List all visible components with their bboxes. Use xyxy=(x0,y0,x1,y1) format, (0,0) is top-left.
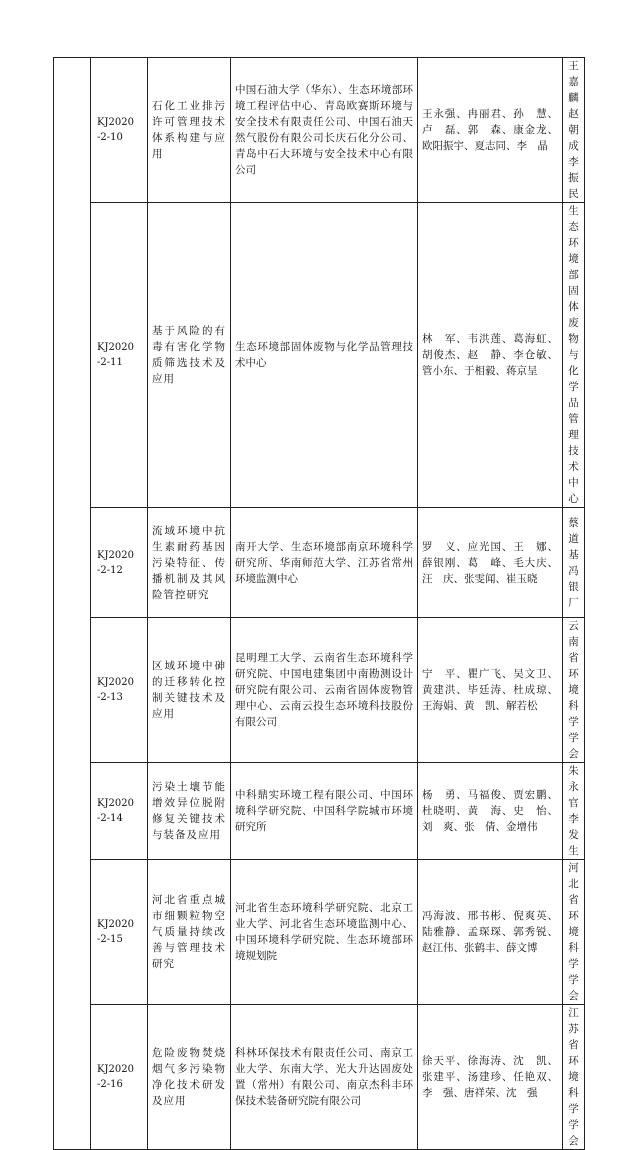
nominator: 河北省环境科学学会 xyxy=(563,860,585,1005)
completing-people: 杨 勇、马福俊、贾宏鹏、杜晓明、黄 海、史 怡、刘 爽、张 倩、金增伟 xyxy=(418,763,563,860)
project-code: KJ2020 -2-14 xyxy=(91,763,148,860)
completing-people: 王永强、冉丽君、孙 慧、卢 磊、郭 森、康金龙、欧阳振宇、夏志同、李 晶 xyxy=(418,58,563,203)
completing-units: 科林环保技术有限责任公司、南京工业大学、东南大学、光大升达固废处置（常州）有限公司、南京杰科丰环保技术装备研究院有限公司 xyxy=(231,1005,418,1150)
nominator: 蔡道基冯银厂 xyxy=(563,508,585,618)
project-code: KJ2020 -2-11 xyxy=(91,203,148,508)
completing-people: 罗 义、应光国、王 娜、薛银刚、葛 峰、毛大庆、汪 庆、张雯闻、崔玉晓 xyxy=(418,508,563,618)
completing-units: 生态环境部固体废物与化学品管理技术中心 xyxy=(231,203,418,508)
completing-people: 徐天平、徐海涛、沈 凯、张建平、汤建珍、任艳双、李 强、唐祥荣、沈 强 xyxy=(418,1005,563,1150)
project-name: 石化工业排污许可管理技术体系构建与应用 xyxy=(148,58,231,203)
table-row xyxy=(54,1005,585,1150)
completing-units: 昆明理工大学、云南省生态环境科学研究院、中国电建集团中南勘测设计研究院有限公司、云南省固体废物管理中心、云南云投生态环境科技股份有限公司 xyxy=(231,618,418,763)
completing-units: 中科鼎实环境工程有限公司、中国环境科学研究院、中国科学院城市环境研究所 xyxy=(231,763,418,860)
nominator: 江苏省环境科学学会 xyxy=(563,1005,585,1150)
project-name: 区域环境中砷的迁移转化控制关键技术及应用 xyxy=(148,618,231,763)
category-cell xyxy=(54,58,91,1150)
project-name: 危险废物焚烧烟气多污染物净化技术研发及应用 xyxy=(148,1005,231,1150)
nominator: 云南省环境科学学会 xyxy=(563,618,585,763)
project-code: KJ2020 -2-16 xyxy=(91,1005,148,1150)
project-code: KJ2020 -2-13 xyxy=(91,618,148,763)
project-code: KJ2020 -2-10 xyxy=(91,58,148,203)
nominator: 王嘉麟赵朝成李振民 xyxy=(563,58,585,203)
nominator: 朱永官李发生 xyxy=(563,763,585,860)
nominator: 生态环境部固体废物与化学品管理技术中心 xyxy=(563,203,585,508)
completing-units: 中国石油大学（华东）、生态环境部环境工程评估中心、青岛欧赛斯环境与安全技术有限责任公司、中国石油天然气股份有限公司长庆石化分公司、青岛中石大环境与安全技术中心有限公司 xyxy=(231,58,418,203)
awards-table xyxy=(53,57,585,1150)
table-row xyxy=(54,58,585,203)
completing-units: 河北省生态环境科学研究院、北京工业大学、河北省生态环境监测中心、中国环境科学研究院、生态环境部环境规划院 xyxy=(231,860,418,1005)
project-name: 流域环境中抗生素耐药基因污染特征、传播机制及其风险管控研究 xyxy=(148,508,231,618)
table-row xyxy=(54,618,585,763)
project-code: KJ2020 -2-15 xyxy=(91,860,148,1005)
completing-people: 冯海波、邢书彬、倪爽英、陆雅静、孟琛琛、郭秀锐、赵江伟、张鹤丰、薛文博 xyxy=(418,860,563,1005)
table-row xyxy=(54,860,585,1005)
completing-units: 南开大学、生态环境部南京环境科学研究所、华南师范大学、江苏省常州环境监测中心 xyxy=(231,508,418,618)
completing-people: 林 军、韦洪莲、葛海虹、胡俊杰、赵 静、李仓敏、管小东、于相毅、蒋京呈 xyxy=(418,203,563,508)
project-code: KJ2020 -2-12 xyxy=(91,508,148,618)
project-name: 河北省重点城市细颗粒物空气质量持续改善与管理技术研究 xyxy=(148,860,231,1005)
table-row xyxy=(54,203,585,508)
table-row xyxy=(54,508,585,618)
awards-table-body xyxy=(54,58,585,1150)
project-name: 基于风险的有毒有害化学物质筛选技术及应用 xyxy=(148,203,231,508)
table-row xyxy=(54,763,585,860)
completing-people: 宁 平、瞿广飞、吴文卫、黄建洪、毕廷涛、杜成琼、王海娟、黄 凯、解若松 xyxy=(418,618,563,763)
project-name: 污染土壤节能增效异位脱附修复关键技术与装备及应用 xyxy=(148,763,231,860)
